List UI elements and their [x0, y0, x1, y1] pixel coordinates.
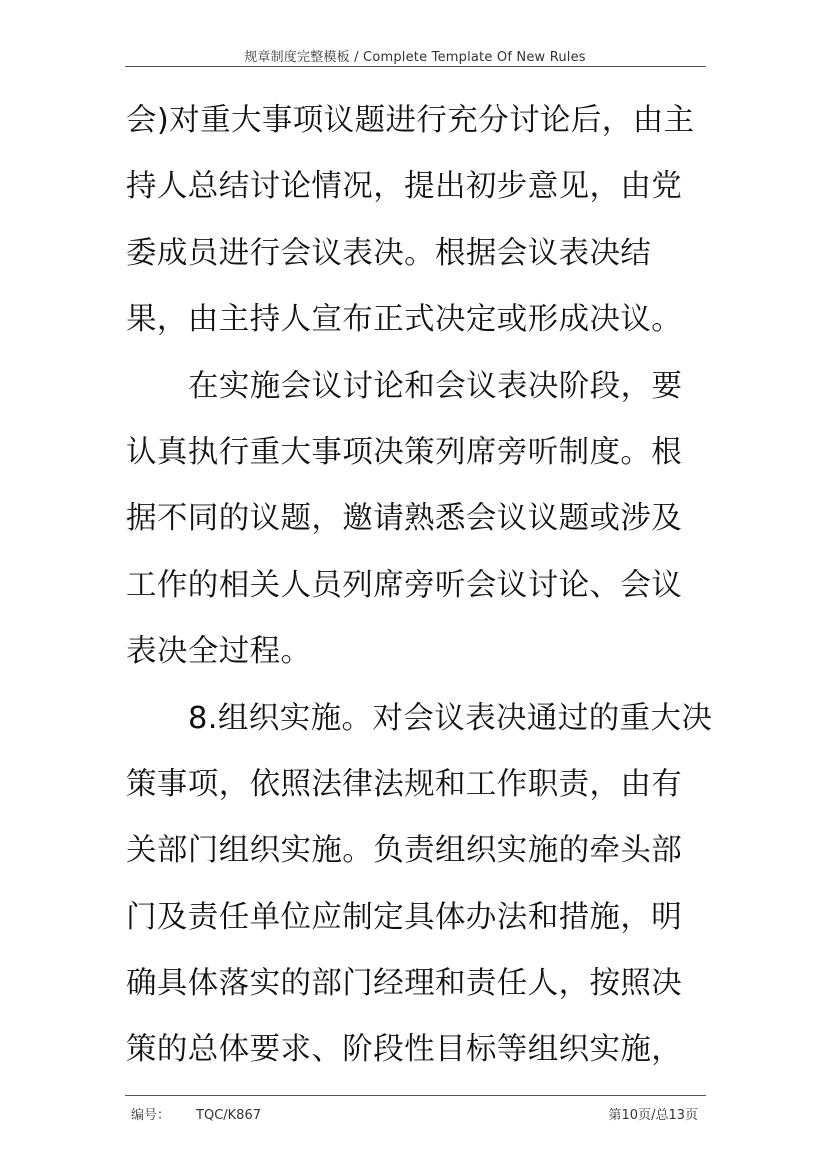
- text-line: 关部门组织实施。负责组织实施的牵头部: [126, 833, 683, 869]
- text-line: 门及责任单位应制定具体办法和措施，明: [126, 899, 683, 935]
- body-text: [126, 88, 711, 1084]
- page-header-title: 规章制度完整模板 / Complete Template Of New Rules: [244, 50, 586, 65]
- text-line: 策事项，依照法律法规和工作职责，由有: [126, 766, 683, 802]
- text-line: 在实施会议讨论和会议表决阶段，要: [188, 368, 683, 404]
- text-line: 果，由主持人宣布正式决定或形成决议。: [126, 302, 683, 338]
- header-divider: [125, 66, 706, 67]
- text-line: 表决全过程。: [126, 634, 312, 670]
- text-line: 据不同的议题，邀请熟悉会议议题或涉及: [126, 501, 683, 537]
- text-line: 持人总结讨论情况，提出初步意见，由党: [126, 169, 683, 205]
- text-line: 确具体落实的部门经理和责任人，按照决: [126, 966, 683, 1002]
- footer-code-value: TQC/K867: [196, 1108, 261, 1123]
- footer-code-label: 编号：: [131, 1108, 171, 1123]
- text-line: 8.组织实施。对会议表决通过的重大决: [188, 700, 713, 736]
- text-line: 策的总体要求、阶段性目标等组织实施，: [126, 1032, 683, 1068]
- text-line: 会)对重大事项议题进行充分讨论后，由主: [126, 103, 695, 138]
- footer-document-code: [131, 1104, 261, 1123]
- footer-page-number: 第10页/总13页: [608, 1108, 698, 1123]
- text-line: 认真执行重大事项决策列席旁听制度。根: [126, 434, 683, 470]
- footer-divider: [125, 1095, 706, 1096]
- text-line: 委成员进行会议表决。根据会议表决结: [126, 235, 652, 271]
- text-line: 工作的相关人员列席旁听会议讨论、会议: [126, 567, 683, 603]
